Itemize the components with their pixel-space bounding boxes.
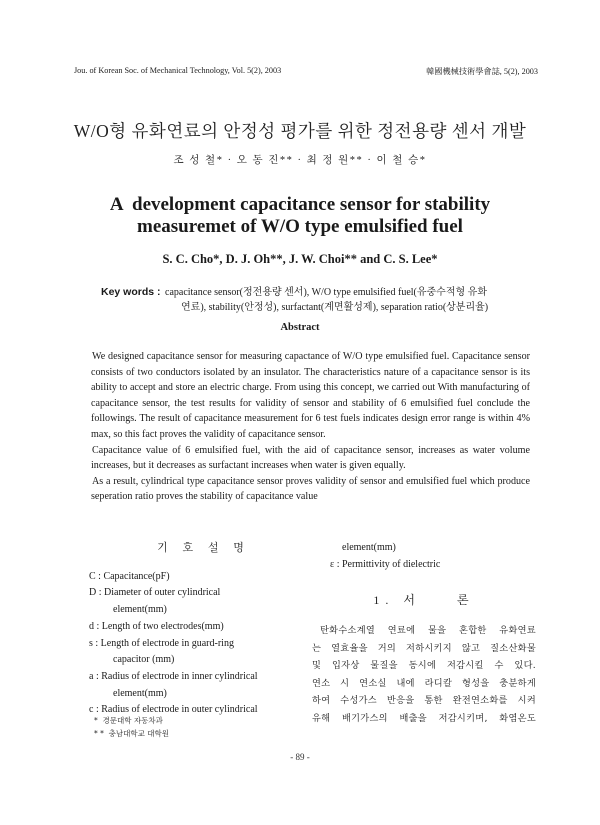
symbol-description-cont: element(mm)	[113, 604, 167, 616]
keywords-line-2: 연료), stability(안정성), surfactant(계면활성제), separation ratio(상분리율)	[181, 302, 489, 313]
abstract-paragraph-1: We designed capacitance sensor for measuring capactance of W/O type emulsified fuel. Capacitance sensor consists of two conductors isolated by an insulator. The characteristics nature of a capacitance sensor is its ability to accept and store an electric charge. From using this concept, we carried out With manufacturing of capacitance sensor, the test results for validity of sensor and stability of 6 emulsified fuel conclude the followings. The result of capacitance measurement for 6 test fuels indicates design error range is within 4% max, so this fact proves the validity of capacitance sensor.	[91, 351, 530, 440]
introduction-line: 유해 배기가스의 배출을 저감시키며, 화염온도	[312, 713, 536, 725]
nomenclature-heading: 기 호 설 명	[157, 542, 250, 554]
paper-title-english	[0, 194, 600, 238]
introduction-line: 연소 시 연소실 내에 라디칼 형성을 충분하게	[312, 677, 536, 689]
author-affiliations	[94, 714, 169, 740]
symbol-description-cont: element(mm)	[113, 687, 167, 699]
nomenclature-epsilon: ε : Permittivity of dielectric	[330, 558, 441, 570]
keywords	[101, 285, 541, 315]
keywords-label: Key words :	[101, 286, 161, 298]
introduction-body	[312, 622, 536, 728]
section-heading-introduction: 1. 서 론	[373, 593, 475, 608]
nomenclature-continuation: element(mm)	[342, 542, 396, 553]
introduction-line: 및 입자상 물질을 동시에 저감시킬 수 있다.	[312, 660, 536, 672]
paper-title-line-2: measuremet of W/O type emulsified fuel	[137, 216, 463, 237]
keywords-line-1: capacitance sensor(정전용량 센서), W/O type emulsified fuel(유중수적형 유화	[165, 287, 487, 298]
symbol-description: Radius of electrode in inner cylindrical	[101, 670, 258, 682]
footnote-1: * 경문대학 자동차과	[94, 716, 163, 725]
abstract-body	[91, 349, 530, 505]
authors-korean: 조 성 철* · 오 동 진** · 최 정 원** · 이 철 승*	[173, 155, 427, 166]
symbol-description: Diameter of outer cylindrical	[104, 587, 221, 599]
nomenclature-item	[89, 619, 304, 636]
journal-citation: Jou. of Korean Soc. of Mechanical Technology, Vol. 5(2), 2003	[74, 66, 282, 75]
symbol: D :	[89, 587, 104, 599]
introduction-line: 하여 수성가스 반응을 통한 완전연소화를 시켜	[312, 695, 536, 707]
paper-title-line-1: A development capacitance sensor for stability	[109, 194, 491, 215]
symbol: s :	[89, 637, 101, 649]
nomenclature-item	[89, 636, 304, 669]
symbol-description: Capacitance(pF)	[103, 570, 170, 582]
abstract-heading: Abstract	[280, 322, 320, 333]
introduction-line: 는 열효율을 거의 저하시키지 않고 질소산화물	[312, 642, 536, 654]
footnote-2: * * 충남대학교 대학원	[94, 729, 169, 738]
symbol-description: Radius of electrode in outer cylindrical	[101, 704, 258, 716]
nomenclature-item	[89, 669, 304, 702]
abstract-paragraph-2: Capacitance value of 6 emulsified fuel, with the aid of capacitance sensor, increases as water volume increases, but it decreases as surfactant increases when water is given equally.	[91, 444, 530, 472]
page-number: - 89 -	[290, 752, 310, 762]
nomenclature-item	[89, 585, 304, 618]
nomenclature-item	[89, 569, 304, 586]
symbol-description-cont: capacitor (mm)	[113, 654, 175, 666]
symbol: d :	[89, 620, 102, 632]
right-column	[312, 540, 536, 728]
symbol: c :	[89, 704, 102, 716]
paper-title-korean: W/O형 유화연료의 안정성 평가를 위한 정전용량 센서 개발	[73, 121, 527, 141]
symbol-description: Length of two electrodes(mm)	[101, 620, 224, 632]
nomenclature-column	[89, 540, 304, 719]
symbol-description: Length of electrode in guard-ring	[100, 637, 234, 649]
introduction-line: 탄화수소계열 연료에 물을 혼합한 유화연료	[320, 625, 536, 637]
abstract-paragraph-3: As a result, cylindrical type capacitance sensor proves validity of sensor and emulsified fuel which produce seperation ratio proves the stability of capacitance value	[91, 475, 530, 503]
symbol: a :	[89, 670, 102, 682]
journal-citation-korean: 韓國機械技術學會誌, 5(2), 2003	[426, 67, 538, 76]
symbol: C :	[89, 570, 104, 582]
authors-english: S. C. Cho*, D. J. Oh**, J. W. Choi** and C. S. Lee*	[162, 252, 438, 266]
